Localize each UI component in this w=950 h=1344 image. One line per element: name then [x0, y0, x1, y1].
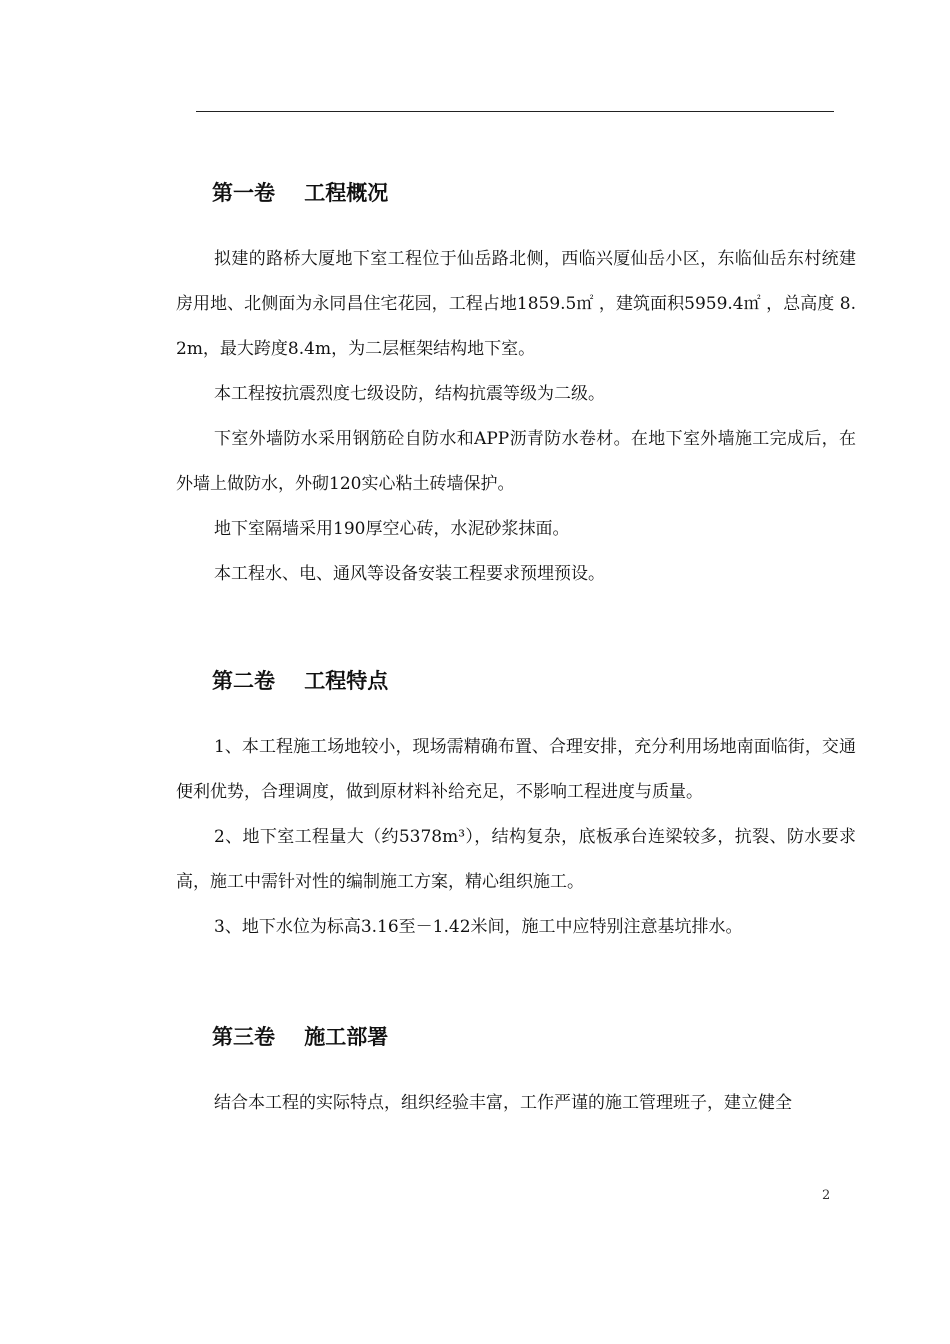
page-number: 2 — [822, 1188, 831, 1203]
header-rule — [196, 111, 834, 112]
section-2-paragraph-2: 2、地下室工程量大（约5378m³），结构复杂，底板承台连梁较多，抗裂、防水要求高，施工中需针对性的编制施工方案，精心组织施工。 — [176, 827, 856, 892]
section-3-paragraph-1: 结合本工程的实际特点，组织经验丰富，工作严谨的施工管理班子，建立健全 — [214, 1093, 792, 1113]
section-2-paragraph-1: 1、本工程施工场地较小，现场需精确布置、合理安排，充分利用场地南面临街，交通便利优势，合理调度，做到原材料补给充足，不影响工程进度与质量。 — [176, 737, 856, 802]
section-1-paragraph-1: 拟建的路桥大厦地下室工程位于仙岳路北侧，西临兴厦仙岳小区，东临仙岳东村统建房用地、北侧面为永同昌住宅花园，工程占地1859.5㎡ ，建筑面积5959.4㎡ ，总高度 8.2m，最大跨度8.4m，为二层框架结构地下室。 — [176, 249, 856, 359]
section-1-paragraph-2: 本工程按抗震烈度七级设防，结构抗震等级为二级。 — [214, 384, 605, 404]
section-3-heading: 第三卷 施工部署 — [212, 1025, 389, 1049]
section-1-paragraph-3: 下室外墙防水采用钢筋砼自防水和APP沥青防水卷材。在地下室外墙施工完成后，在外墙上做防水，外砌120实心粘土砖墙保护。 — [176, 429, 856, 494]
section-2-heading: 第二卷 工程特点 — [212, 669, 389, 693]
section-1-paragraph-4: 地下室隔墙采用190厚空心砖，水泥砂浆抹面。 — [214, 519, 570, 539]
section-2-paragraph-3: 3、地下水位为标高3.16至－1.42米间，施工中应特别注意基坑排水。 — [214, 917, 743, 937]
section-1-heading: 第一卷 工程概况 — [212, 181, 389, 205]
section-1-paragraph-5: 本工程水、电、通风等设备安装工程要求预埋预设。 — [214, 564, 605, 584]
